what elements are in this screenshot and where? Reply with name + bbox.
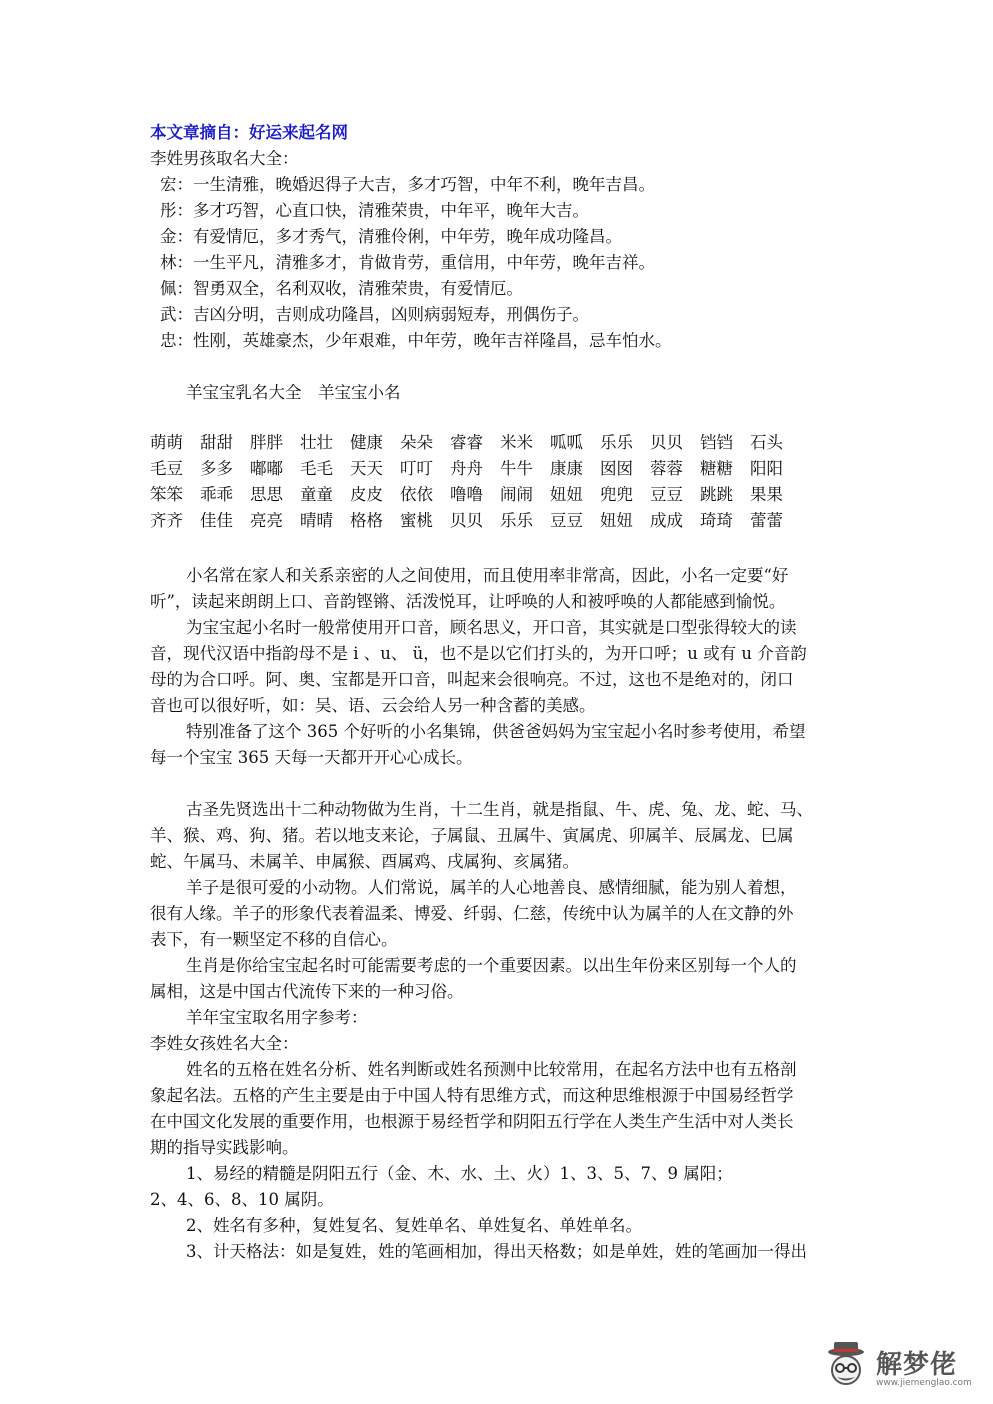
paragraph-line: 小名常在家人和关系亲密的人之间使用，而且使用率非常高，因此，小名一定要“好: [186, 566, 789, 585]
nickname-cell: 米米: [500, 433, 533, 452]
nickname-cell: 琦琦: [700, 511, 733, 530]
nickname-cell: 毛毛: [300, 459, 333, 478]
nickname-cell: 豆豆: [650, 485, 683, 504]
nickname-cell: 呱呱: [550, 433, 583, 452]
nickname-cell: 蕾蕾: [750, 511, 783, 530]
nickname-cell: 蜜桃: [400, 511, 433, 530]
nickname-cell: 佳佳: [200, 511, 233, 530]
nickname-cell: 童童: [300, 485, 333, 504]
paragraph-line: 1、易经的精髓是阴阳五行（金、木、水、土、火）1、3、5、7、9 属阳；: [186, 1164, 733, 1183]
girl-names-heading: 李姓女孩姓名大全：: [150, 1034, 299, 1053]
nickname-cell: 石头: [750, 433, 783, 452]
nickname-cell: 格格: [350, 511, 383, 530]
paragraph-line: 3、计天格法：如是复姓，姓的笔画相加，得出天格数；如是单姓，姓的笔画加一得出: [186, 1242, 807, 1261]
boy-name-entry: 彤：多才巧智，心直口快，清雅荣贵，中年平，晚年大吉。: [160, 201, 589, 220]
nickname-cell: 健康: [350, 433, 383, 452]
detective-face-icon: [820, 1340, 872, 1392]
nickname-cell: 铛铛: [700, 433, 733, 452]
nickname-cell: 叮叮: [400, 459, 433, 478]
paragraph-line: 表下，有一颗坚定不移的自信心。: [150, 930, 398, 949]
paragraph-line: 属相，这是中国古代流传下来的一种习俗。: [150, 982, 464, 1001]
nickname-cell: 糖糖: [700, 459, 733, 478]
nickname-cell: 笨笨: [150, 485, 183, 504]
nickname-cell: 蓉蓉: [650, 459, 683, 478]
nickname-cell: 朵朵: [400, 433, 433, 452]
nickname-cell: 妞妞: [600, 511, 633, 530]
nickname-cell: 闹闹: [500, 485, 533, 504]
nickname-cell: 依依: [400, 485, 433, 504]
paragraph-line: 特别准备了这个 365 个好听的小名集锦，供爸爸妈妈为宝宝起小名时参考使用，希望: [186, 722, 806, 741]
reference-heading: 羊年宝宝取名用字参考：: [186, 1008, 368, 1027]
boy-name-entry: 佩：智勇双全，名利双收，清雅荣贵，有爱情厄。: [160, 279, 523, 298]
nickname-cell: 乖乖: [200, 485, 233, 504]
boy-names-heading: 李姓男孩取名大全：: [150, 149, 299, 168]
paragraph-line: 蛇、午属马、未属羊、申属猴、酉属鸡、戌属狗、亥属猪。: [150, 852, 579, 871]
boy-name-entry: 武：吉凶分明，吉则成功隆昌，凶则病弱短寿，刑偶伤子。: [160, 305, 589, 324]
paragraph-line: 音也可以很好听，如：吴、语、云会给人另一种含蓄的美感。: [150, 696, 596, 715]
source-line: 本文章摘自：好运来起名网: [150, 123, 348, 142]
nickname-cell: 豆豆: [550, 511, 583, 530]
nickname-cell: 毛豆: [150, 459, 183, 478]
nickname-cell: 噜噜: [450, 485, 483, 504]
nickname-cell: 乐乐: [500, 511, 533, 530]
nickname-cell: 果果: [750, 485, 783, 504]
boy-name-entry: 宏：一生清雅，晚婚迟得子大吉，多才巧智，中年不利，晚年吉昌。: [160, 175, 655, 194]
paragraph-line: 期的指导实践影响。: [150, 1138, 299, 1157]
site-watermark: [820, 1340, 980, 1396]
nickname-cell: 亮亮: [250, 511, 283, 530]
paragraph-line: 听”，读起来朗朗上口、音韵铿锵、活泼悦耳，让呼唤的人和被呼唤的人都能感到愉悦。: [150, 592, 786, 611]
nickname-cell: 晴晴: [300, 511, 333, 530]
nickname-cell: 甜甜: [200, 433, 233, 452]
nickname-cell: 乐乐: [600, 433, 633, 452]
nickname-cell: 多多: [200, 459, 233, 478]
paragraph-line: 羊、猴、鸡、狗、猪。若以地支来论，子属鼠、丑属牛、寅属虎、卯属羊、辰属龙、巳属: [150, 826, 794, 845]
nickname-cell: 壮壮: [300, 433, 333, 452]
nickname-cell: 牛牛: [500, 459, 533, 478]
paragraph-line: 2、姓名有多种，复姓复名、复姓单名、单姓复名、单姓单名。: [186, 1216, 642, 1235]
nickname-cell: 跳跳: [700, 485, 733, 504]
nickname-cell: 囡囡: [600, 459, 633, 478]
boy-name-entry: 林：一生平凡，清雅多才，肯做肯劳，重信用，中年劳，晚年吉祥。: [160, 253, 655, 272]
nickname-cell: 睿睿: [450, 433, 483, 452]
nickname-cell: 皮皮: [350, 485, 383, 504]
paragraph-line: 音，现代汉语中指韵母不是 i 、u、 ü，也不是以它们打头的，为开口呼；u 或有 u 介音韵: [150, 644, 807, 663]
nickname-cell: 兜兜: [600, 485, 633, 504]
paragraph-line: 象起名法。五格的产生主要是由于中国人特有思维方式，而这种思维根源于中国易经哲学: [150, 1086, 794, 1105]
nickname-cell: 成成: [650, 511, 683, 530]
nickname-cell: 嘟嘟: [250, 459, 283, 478]
nickname-cell: 舟舟: [450, 459, 483, 478]
nickname-cell: 妞妞: [550, 485, 583, 504]
paragraph-line: 在中国文化发展的重要作用，也根源于易经哲学和阴阳五行学在人类生产生活中对人类长: [150, 1112, 794, 1131]
watermark-url: www.jiemenglao.com: [876, 1378, 972, 1388]
nickname-cell: 胖胖: [250, 433, 283, 452]
nickname-heading: 羊宝宝乳名大全 羊宝宝小名: [186, 383, 401, 402]
nickname-cell: 齐齐: [150, 511, 183, 530]
nickname-cell: 思思: [250, 485, 283, 504]
paragraph-line: 生肖是你给宝宝起名时可能需要考虑的一个重要因素。以出生年份来区别每一个人的: [186, 956, 797, 975]
nickname-cell: 阳阳: [750, 459, 783, 478]
watermark-brand: 解梦佬: [876, 1350, 958, 1380]
nickname-cell: 康康: [550, 459, 583, 478]
paragraph-line: 古圣先贤选出十二种动物做为生肖，十二生肖，就是指鼠、牛、虎、兔、龙、蛇、马、: [186, 800, 813, 819]
boy-name-entry: 忠：性刚，英雄豪杰，少年艰难，中年劳，晚年吉祥隆昌，忌车怕水。: [160, 331, 672, 350]
boy-name-entry: 金：有爱情厄，多才秀气，清雅伶俐，中年劳，晚年成功隆昌。: [160, 227, 622, 246]
paragraph-line: 羊子是很可爱的小动物。人们常说，属羊的人心地善良、感情细腻，能为别人着想，: [186, 878, 797, 897]
paragraph-line: 2、4、6、8、10 属阴。: [150, 1190, 334, 1209]
paragraph-line: 姓名的五格在姓名分析、姓名判断或姓名预测中比较常用，在起名方法中也有五格剖: [186, 1060, 797, 1079]
paragraph-line: 每一个宝宝 365 天每一天都开开心心成长。: [150, 748, 473, 767]
nickname-cell: 萌萌: [150, 433, 183, 452]
paragraph-line: 为宝宝起小名时一般常使用开口音，顾名思义，开口音，其实就是口型张得较大的读: [186, 618, 797, 637]
nickname-cell: 贝贝: [650, 433, 683, 452]
paragraph-line: 母的为合口呼。阿、奥、宝都是开口音，叫起来会很响亮。不过，这也不是绝对的，闭口: [150, 670, 794, 689]
nickname-cell: 天天: [350, 459, 383, 478]
nickname-grid: [150, 430, 800, 534]
paragraph-line: 很有人缘。羊子的形象代表着温柔、博爱、纤弱、仁慈，传统中认为属羊的人在文静的外: [150, 904, 794, 923]
nickname-cell: 贝贝: [450, 511, 483, 530]
